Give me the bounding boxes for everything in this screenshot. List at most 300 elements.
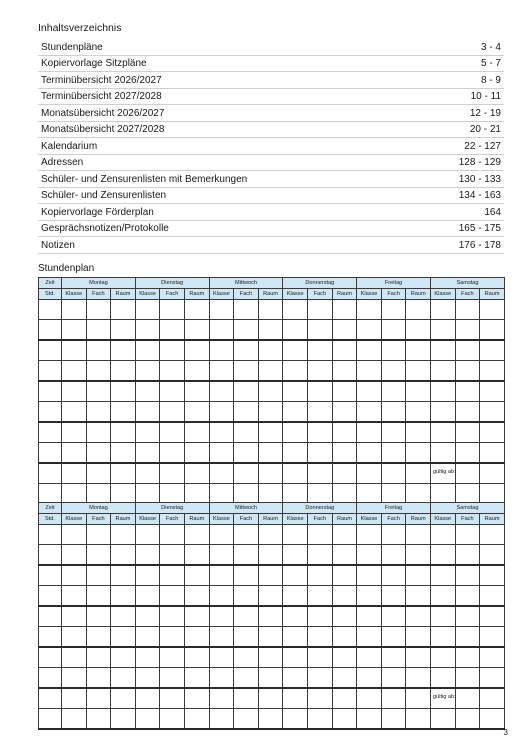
timetable-cell[interactable] — [111, 484, 136, 505]
timetable-cell[interactable] — [160, 381, 185, 402]
timetable-cell[interactable] — [160, 606, 185, 627]
timetable-cell[interactable] — [62, 586, 87, 607]
timetable-cell[interactable] — [234, 422, 259, 443]
timetable-cell[interactable] — [480, 443, 505, 464]
timetable-cell[interactable] — [111, 340, 136, 361]
timetable-cell[interactable] — [135, 443, 160, 464]
timetable-cell[interactable] — [185, 320, 210, 341]
timetable-cell[interactable] — [480, 606, 505, 627]
timetable-cell[interactable] — [160, 402, 185, 423]
timetable-cell[interactable] — [480, 525, 505, 545]
timetable-cell[interactable] — [135, 627, 160, 648]
timetable-cell[interactable] — [209, 688, 234, 709]
timetable-cell[interactable] — [86, 606, 111, 627]
timetable-cell[interactable] — [234, 381, 259, 402]
timetable-cell[interactable] — [160, 586, 185, 607]
timetable-cell[interactable] — [111, 647, 136, 668]
timetable-cell[interactable] — [185, 443, 210, 464]
timetable-cell[interactable] — [135, 709, 160, 730]
timetable-cell[interactable] — [234, 545, 259, 566]
timetable-cell[interactable] — [209, 668, 234, 689]
timetable-cell[interactable] — [381, 300, 406, 320]
timetable-cell[interactable] — [455, 525, 480, 545]
timetable-cell[interactable] — [111, 402, 136, 423]
timetable-cell[interactable] — [430, 361, 455, 382]
timetable-cell[interactable] — [283, 320, 308, 341]
timetable-cell[interactable] — [86, 484, 111, 505]
time-cell[interactable] — [39, 525, 62, 545]
timetable-cell[interactable] — [308, 463, 333, 484]
timetable-cell[interactable] — [258, 668, 283, 689]
timetable-cell[interactable] — [357, 361, 382, 382]
timetable-cell[interactable] — [430, 545, 455, 566]
timetable-cell[interactable] — [381, 402, 406, 423]
timetable-cell[interactable] — [86, 443, 111, 464]
timetable-cell[interactable] — [258, 606, 283, 627]
timetable-cell[interactable] — [406, 606, 431, 627]
timetable-cell[interactable] — [86, 565, 111, 586]
timetable-cell[interactable] — [308, 688, 333, 709]
timetable-cell[interactable] — [86, 361, 111, 382]
timetable-cell[interactable] — [430, 443, 455, 464]
timetable-cell[interactable] — [234, 586, 259, 607]
timetable-cell[interactable] — [258, 463, 283, 484]
timetable-cell[interactable] — [480, 300, 505, 320]
timetable-cell[interactable] — [111, 525, 136, 545]
time-cell[interactable] — [39, 443, 62, 464]
timetable-cell[interactable] — [160, 688, 185, 709]
timetable-cell[interactable] — [455, 647, 480, 668]
timetable-cell[interactable] — [406, 565, 431, 586]
timetable-cell[interactable] — [455, 545, 480, 566]
timetable-cell[interactable] — [160, 647, 185, 668]
timetable-cell[interactable] — [86, 422, 111, 443]
timetable-cell[interactable] — [332, 402, 357, 423]
timetable-cell[interactable] — [234, 300, 259, 320]
timetable-cell[interactable] — [430, 586, 455, 607]
timetable-cell[interactable] — [381, 627, 406, 648]
timetable-cell[interactable] — [160, 484, 185, 505]
timetable-cell[interactable] — [308, 647, 333, 668]
timetable-cell[interactable] — [111, 668, 136, 689]
timetable-cell[interactable] — [308, 402, 333, 423]
timetable-cell[interactable] — [160, 709, 185, 730]
timetable-cell[interactable] — [209, 627, 234, 648]
timetable-cell[interactable] — [406, 525, 431, 545]
timetable-cell[interactable] — [455, 320, 480, 341]
timetable-cell[interactable] — [86, 627, 111, 648]
timetable-cell[interactable] — [135, 300, 160, 320]
timetable-cell[interactable] — [480, 361, 505, 382]
timetable-cell[interactable] — [234, 340, 259, 361]
timetable-cell[interactable] — [430, 300, 455, 320]
timetable-cell[interactable] — [86, 463, 111, 484]
timetable-cell[interactable] — [62, 688, 87, 709]
timetable-cell[interactable] — [283, 300, 308, 320]
timetable-cell[interactable] — [135, 606, 160, 627]
timetable-cell[interactable] — [135, 484, 160, 505]
timetable-cell[interactable] — [357, 443, 382, 464]
timetable-cell[interactable] — [185, 340, 210, 361]
timetable-cell[interactable] — [430, 668, 455, 689]
timetable-cell[interactable] — [86, 688, 111, 709]
timetable-cell[interactable] — [381, 422, 406, 443]
timetable-cell[interactable] — [455, 627, 480, 648]
timetable-cell[interactable] — [332, 340, 357, 361]
timetable-cell[interactable] — [234, 647, 259, 668]
timetable-cell[interactable] — [357, 586, 382, 607]
time-cell[interactable] — [39, 606, 62, 627]
timetable-cell[interactable] — [160, 565, 185, 586]
timetable-cell[interactable] — [209, 545, 234, 566]
timetable-cell[interactable] — [258, 381, 283, 402]
timetable-cell[interactable] — [135, 463, 160, 484]
time-cell[interactable] — [39, 565, 62, 586]
timetable-cell[interactable] — [62, 361, 87, 382]
timetable-cell[interactable] — [406, 463, 431, 484]
timetable-cell[interactable] — [480, 709, 505, 730]
timetable-cell[interactable] — [357, 300, 382, 320]
timetable-cell[interactable] — [234, 361, 259, 382]
timetable-cell[interactable] — [62, 381, 87, 402]
timetable-cell[interactable] — [86, 586, 111, 607]
timetable-cell[interactable] — [283, 402, 308, 423]
timetable-cell[interactable] — [283, 668, 308, 689]
timetable-cell[interactable] — [381, 565, 406, 586]
timetable-cell[interactable] — [185, 709, 210, 730]
timetable-cell[interactable] — [62, 525, 87, 545]
timetable-cell[interactable] — [135, 422, 160, 443]
timetable-cell[interactable] — [209, 647, 234, 668]
timetable-cell[interactable] — [381, 586, 406, 607]
timetable-cell[interactable] — [283, 627, 308, 648]
timetable-cell[interactable] — [283, 586, 308, 607]
timetable-cell[interactable] — [185, 484, 210, 505]
timetable-cell[interactable] — [357, 627, 382, 648]
timetable-cell[interactable] — [406, 586, 431, 607]
timetable-cell[interactable] — [406, 668, 431, 689]
timetable-cell[interactable] — [381, 606, 406, 627]
timetable-cell[interactable] — [430, 565, 455, 586]
timetable-cell[interactable] — [357, 647, 382, 668]
timetable-cell[interactable] — [135, 402, 160, 423]
timetable-cell[interactable] — [209, 586, 234, 607]
timetable-cell[interactable] — [86, 545, 111, 566]
timetable-cell[interactable] — [234, 443, 259, 464]
timetable-cell[interactable] — [283, 422, 308, 443]
timetable-cell[interactable] — [455, 709, 480, 730]
timetable-cell[interactable] — [234, 709, 259, 730]
timetable-cell[interactable] — [234, 668, 259, 689]
timetable-cell[interactable] — [406, 545, 431, 566]
timetable-cell[interactable] — [430, 647, 455, 668]
timetable-cell[interactable] — [308, 709, 333, 730]
timetable-cell[interactable] — [135, 688, 160, 709]
timetable-cell[interactable] — [308, 361, 333, 382]
timetable-cell[interactable] — [62, 709, 87, 730]
timetable-cell[interactable] — [160, 300, 185, 320]
timetable-cell[interactable] — [258, 320, 283, 341]
timetable-cell[interactable] — [258, 627, 283, 648]
timetable-cell[interactable] — [357, 463, 382, 484]
time-cell[interactable] — [39, 668, 62, 689]
timetable-cell[interactable] — [430, 340, 455, 361]
timetable-cell[interactable] — [308, 627, 333, 648]
time-cell[interactable] — [39, 361, 62, 382]
timetable-cell[interactable] — [160, 320, 185, 341]
timetable-cell[interactable] — [62, 545, 87, 566]
timetable-cell[interactable] — [258, 525, 283, 545]
timetable-cell[interactable] — [308, 586, 333, 607]
timetable-cell[interactable] — [332, 443, 357, 464]
timetable-cell[interactable] — [209, 340, 234, 361]
timetable-cell[interactable] — [258, 688, 283, 709]
timetable-cell[interactable] — [332, 627, 357, 648]
timetable-cell[interactable] — [209, 463, 234, 484]
timetable-cell[interactable] — [209, 422, 234, 443]
timetable-cell[interactable] — [480, 484, 505, 505]
time-cell[interactable] — [39, 463, 62, 484]
timetable-cell[interactable] — [455, 484, 480, 505]
timetable-cell[interactable] — [381, 525, 406, 545]
timetable-cell[interactable] — [62, 422, 87, 443]
time-cell[interactable] — [39, 300, 62, 320]
timetable-cell[interactable] — [430, 484, 455, 505]
timetable-cell[interactable] — [381, 443, 406, 464]
timetable-cell[interactable] — [406, 647, 431, 668]
timetable-cell[interactable] — [86, 668, 111, 689]
timetable-cell[interactable] — [209, 484, 234, 505]
timetable-cell[interactable] — [430, 463, 455, 484]
timetable-cell[interactable] — [381, 361, 406, 382]
timetable-cell[interactable] — [381, 709, 406, 730]
timetable-cell[interactable] — [62, 647, 87, 668]
time-cell[interactable] — [39, 484, 62, 505]
timetable-cell[interactable] — [381, 463, 406, 484]
timetable-cell[interactable] — [209, 606, 234, 627]
timetable-cell[interactable] — [86, 709, 111, 730]
timetable-cell[interactable] — [455, 361, 480, 382]
timetable-cell[interactable] — [308, 525, 333, 545]
timetable-cell[interactable] — [234, 320, 259, 341]
timetable-cell[interactable] — [86, 320, 111, 341]
timetable-cell[interactable] — [308, 320, 333, 341]
timetable-cell[interactable] — [135, 320, 160, 341]
timetable-cell[interactable] — [357, 668, 382, 689]
timetable-cell[interactable] — [480, 422, 505, 443]
timetable-cell[interactable] — [308, 545, 333, 566]
timetable-cell[interactable] — [332, 320, 357, 341]
timetable-cell[interactable] — [480, 688, 505, 709]
timetable-cell[interactable] — [308, 381, 333, 402]
timetable-cell[interactable] — [111, 565, 136, 586]
timetable-cell[interactable] — [283, 463, 308, 484]
time-cell[interactable] — [39, 709, 62, 730]
timetable-cell[interactable] — [86, 381, 111, 402]
timetable-cell[interactable] — [406, 443, 431, 464]
timetable-cell[interactable] — [209, 402, 234, 423]
timetable-cell[interactable] — [332, 484, 357, 505]
timetable-cell[interactable] — [234, 525, 259, 545]
timetable-cell[interactable] — [160, 627, 185, 648]
timetable-cell[interactable] — [283, 484, 308, 505]
timetable-cell[interactable] — [406, 627, 431, 648]
timetable-cell[interactable] — [455, 381, 480, 402]
timetable-cell[interactable] — [480, 668, 505, 689]
timetable-cell[interactable] — [357, 525, 382, 545]
timetable-cell[interactable] — [480, 627, 505, 648]
timetable-cell[interactable] — [357, 709, 382, 730]
timetable-cell[interactable] — [185, 688, 210, 709]
timetable-cell[interactable] — [135, 565, 160, 586]
timetable-cell[interactable] — [258, 545, 283, 566]
timetable-cell[interactable] — [111, 606, 136, 627]
timetable-cell[interactable] — [332, 586, 357, 607]
timetable-cell[interactable] — [62, 463, 87, 484]
timetable-cell[interactable] — [357, 320, 382, 341]
timetable-cell[interactable] — [455, 422, 480, 443]
timetable-cell[interactable] — [209, 443, 234, 464]
timetable-cell[interactable] — [258, 300, 283, 320]
timetable-cell[interactable] — [455, 402, 480, 423]
timetable-cell[interactable] — [234, 484, 259, 505]
timetable-cell[interactable] — [283, 381, 308, 402]
timetable-cell[interactable] — [455, 606, 480, 627]
timetable-cell[interactable] — [209, 381, 234, 402]
time-cell[interactable] — [39, 586, 62, 607]
timetable-cell[interactable] — [308, 422, 333, 443]
timetable-cell[interactable] — [283, 565, 308, 586]
timetable-cell[interactable] — [160, 361, 185, 382]
timetable-cell[interactable] — [406, 381, 431, 402]
timetable-cell[interactable] — [234, 688, 259, 709]
timetable-cell[interactable] — [160, 463, 185, 484]
timetable-cell[interactable] — [185, 647, 210, 668]
timetable-cell[interactable] — [430, 606, 455, 627]
timetable-cell[interactable] — [308, 565, 333, 586]
timetable-cell[interactable] — [308, 668, 333, 689]
timetable-cell[interactable] — [332, 545, 357, 566]
timetable-cell[interactable] — [160, 545, 185, 566]
timetable-cell[interactable] — [185, 545, 210, 566]
time-cell[interactable] — [39, 320, 62, 341]
timetable-cell[interactable] — [308, 443, 333, 464]
timetable-cell[interactable] — [111, 586, 136, 607]
timetable-cell[interactable] — [111, 361, 136, 382]
timetable-cell[interactable] — [135, 586, 160, 607]
timetable-cell[interactable] — [86, 525, 111, 545]
timetable-cell[interactable] — [185, 565, 210, 586]
timetable-cell[interactable] — [357, 545, 382, 566]
timetable-cell[interactable] — [455, 340, 480, 361]
timetable-cell[interactable] — [258, 565, 283, 586]
timetable-cell[interactable] — [480, 565, 505, 586]
timetable-cell[interactable] — [283, 709, 308, 730]
timetable-cell[interactable] — [455, 463, 480, 484]
timetable-cell[interactable] — [430, 525, 455, 545]
time-cell[interactable] — [39, 340, 62, 361]
timetable-cell[interactable] — [258, 340, 283, 361]
timetable-cell[interactable] — [111, 320, 136, 341]
timetable-cell[interactable] — [283, 688, 308, 709]
timetable-cell[interactable] — [135, 647, 160, 668]
timetable-cell[interactable] — [62, 484, 87, 505]
timetable-cell[interactable] — [332, 668, 357, 689]
timetable-cell[interactable] — [283, 545, 308, 566]
timetable-cell[interactable] — [406, 402, 431, 423]
timetable-cell[interactable] — [111, 422, 136, 443]
timetable-cell[interactable] — [430, 688, 455, 709]
time-cell[interactable] — [39, 627, 62, 648]
timetable-cell[interactable] — [160, 525, 185, 545]
timetable-cell[interactable] — [332, 422, 357, 443]
timetable-cell[interactable] — [185, 300, 210, 320]
timetable-cell[interactable] — [332, 709, 357, 730]
timetable-cell[interactable] — [209, 525, 234, 545]
timetable-cell[interactable] — [308, 484, 333, 505]
timetable-cell[interactable] — [185, 606, 210, 627]
timetable-cell[interactable] — [111, 443, 136, 464]
time-cell[interactable] — [39, 402, 62, 423]
timetable-cell[interactable] — [357, 565, 382, 586]
timetable-cell[interactable] — [111, 463, 136, 484]
timetable-cell[interactable] — [185, 627, 210, 648]
timetable-cell[interactable] — [480, 340, 505, 361]
timetable-cell[interactable] — [332, 688, 357, 709]
timetable-cell[interactable] — [234, 606, 259, 627]
time-cell[interactable] — [39, 381, 62, 402]
timetable-cell[interactable] — [480, 647, 505, 668]
timetable-cell[interactable] — [62, 402, 87, 423]
timetable-cell[interactable] — [62, 606, 87, 627]
timetable-cell[interactable] — [480, 586, 505, 607]
timetable-cell[interactable] — [430, 627, 455, 648]
timetable-cell[interactable] — [381, 688, 406, 709]
timetable-cell[interactable] — [86, 402, 111, 423]
timetable-cell[interactable] — [283, 647, 308, 668]
timetable-cell[interactable] — [332, 606, 357, 627]
timetable-cell[interactable] — [160, 422, 185, 443]
timetable-cell[interactable] — [160, 340, 185, 361]
timetable-cell[interactable] — [430, 422, 455, 443]
timetable-cell[interactable] — [406, 484, 431, 505]
timetable-cell[interactable] — [258, 484, 283, 505]
time-cell[interactable] — [39, 647, 62, 668]
timetable-cell[interactable] — [135, 668, 160, 689]
timetable-cell[interactable] — [332, 647, 357, 668]
timetable-cell[interactable] — [185, 586, 210, 607]
timetable-cell[interactable] — [258, 422, 283, 443]
timetable-cell[interactable] — [357, 402, 382, 423]
timetable-cell[interactable] — [357, 422, 382, 443]
timetable-cell[interactable] — [283, 443, 308, 464]
timetable-cell[interactable] — [455, 300, 480, 320]
timetable-cell[interactable] — [185, 668, 210, 689]
timetable-cell[interactable] — [406, 422, 431, 443]
timetable-cell[interactable] — [357, 484, 382, 505]
timetable-cell[interactable] — [381, 668, 406, 689]
timetable-cell[interactable] — [381, 484, 406, 505]
timetable-cell[interactable] — [480, 320, 505, 341]
timetable-cell[interactable] — [209, 300, 234, 320]
timetable-cell[interactable] — [381, 647, 406, 668]
timetable-cell[interactable] — [62, 320, 87, 341]
timetable-cell[interactable] — [135, 545, 160, 566]
timetable-cell[interactable] — [185, 361, 210, 382]
timetable-cell[interactable] — [455, 688, 480, 709]
timetable-cell[interactable] — [62, 340, 87, 361]
timetable-cell[interactable] — [357, 381, 382, 402]
